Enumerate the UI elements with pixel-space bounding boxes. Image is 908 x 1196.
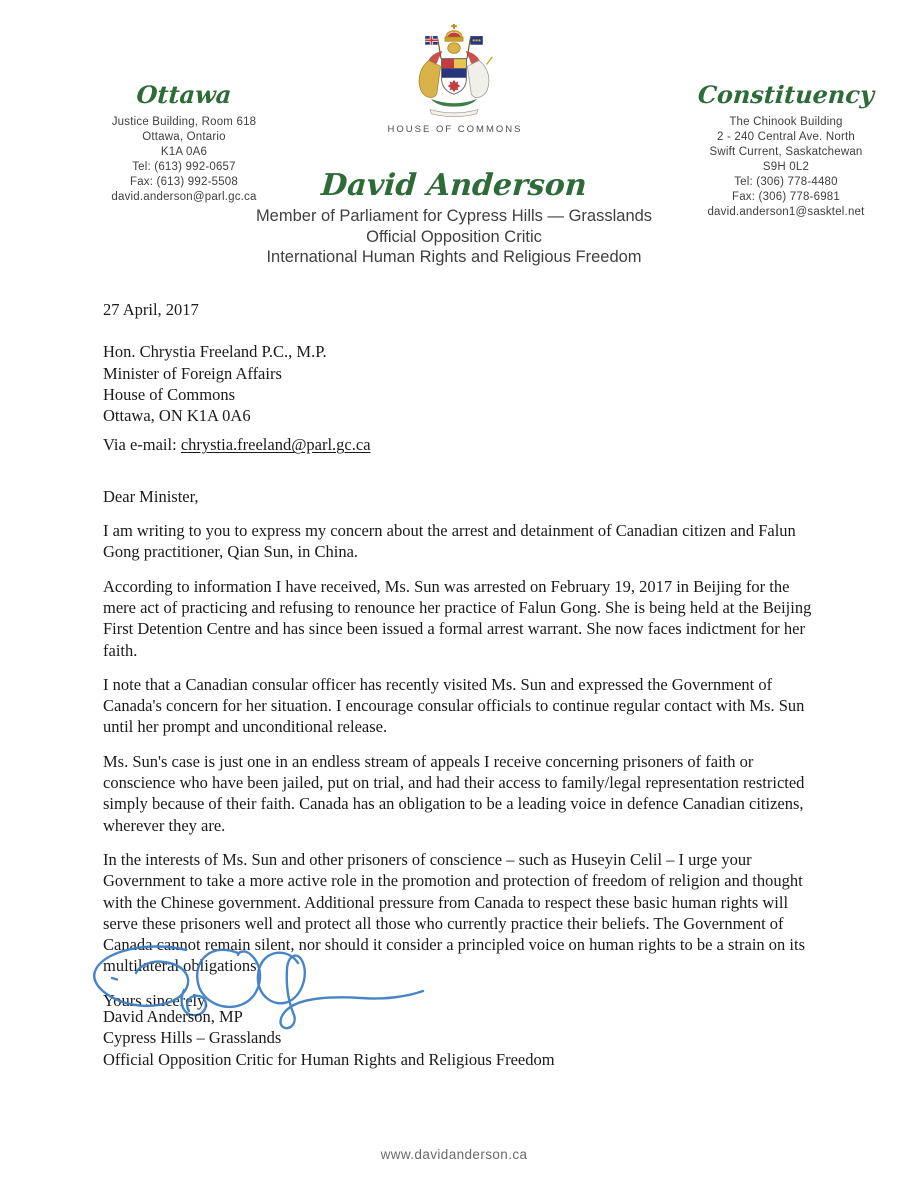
- constituency-postal-code: S9H 0L2: [762, 161, 810, 173]
- ottawa-address-line: Justice Building, Room 618: [111, 116, 257, 128]
- footer-website-url: www.davidanderson.ca: [380, 1147, 528, 1162]
- ottawa-address-line: Ottawa, Ontario: [142, 131, 226, 143]
- mp-title-block: [0, 206, 908, 268]
- body-paragraph: I am writing to you to express my concern about the arrest and detainment of Canadian citizen and Falun Gong practitioner, Qian Sun, in China.: [103, 521, 796, 562]
- via-email-line: [103, 434, 817, 455]
- recipient-email-address: chrystia.freeland@parl.gc.ca: [180, 435, 371, 455]
- body-paragraph: I note that a Canadian consular officer has recently visited Ms. Sun and expressed the Government of Canada's concern for her situation. I encourage consular officials to continue regular contact with Ms. Sun until her prompt and unconditional release.: [103, 674, 805, 737]
- signer-name: David Anderson, MP: [103, 1007, 243, 1026]
- via-email-label: Via e-mail:: [103, 435, 181, 455]
- signer-title: Official Opposition Critic for Human Rights and Religious Freedom: [103, 1049, 555, 1069]
- letter-body: [103, 299, 817, 1011]
- ottawa-fax: Fax: (613) 992-5508: [129, 176, 238, 188]
- recipient-line: Ottawa, ON K1A 0A6: [103, 406, 251, 426]
- constituency-fax: Fax: (306) 778-6981: [731, 191, 840, 203]
- constituency-email: david.anderson1@sasktel.net: [707, 206, 865, 218]
- ottawa-email: david.anderson@parl.gc.ca: [111, 191, 257, 203]
- signer-riding: Cypress Hills – Grasslands: [103, 1028, 282, 1048]
- recipient-line: House of Commons: [103, 384, 235, 404]
- crest-caption: HOUSE OF COMMONS: [387, 124, 523, 135]
- body-paragraph: Ms. Sun's case is just one in an endless stream of appeals I receive concerning prisoners of faith or conscience who have been jailed, put on trial, and had their access to family/legal representation restricted simply because of their faith. Canada has an obligation to be a leading voice in defence Canadian citizens, wherever they are.: [103, 751, 805, 835]
- constituency-office-title: Constituency: [696, 80, 876, 109]
- salutation: Dear Minister,: [103, 486, 199, 506]
- constituency-address-line: The Chinook Building: [729, 116, 843, 128]
- recipient-line: Minister of Foreign Affairs: [103, 363, 282, 383]
- recipient-address-block: [103, 341, 817, 426]
- body-paragraph: According to information I have received, Ms. Sun was arrested on February 19, 2017 in Beijing for the mere act of practicing and refusing to renounce her practice of Falun Gong. She is being held at the Beijing First Detention Centre and has since been issued a formal arrest warrant. She now faces indictment for her faith.: [103, 576, 812, 660]
- recipient-line: Hon. Chrystia Freeland P.C., M.P.: [103, 342, 327, 362]
- constituency-phone: Tel: (306) 778-4480: [734, 176, 838, 188]
- signature-block: [103, 1006, 817, 1070]
- closing-line: Yours sincerely,: [103, 990, 209, 1010]
- letter-date: 27 April, 2017: [103, 300, 199, 319]
- ottawa-phone: Tel: (613) 992-0657: [132, 161, 236, 173]
- mp-title-line: Official Opposition Critic: [366, 227, 542, 246]
- mp-title-line: Member of Parliament for Cypress Hills — Grasslands: [255, 207, 653, 225]
- ottawa-office-title: Ottawa: [135, 80, 233, 109]
- constituency-address-line: 2 - 240 Central Ave. North: [717, 131, 855, 143]
- mp-name-script: David Anderson: [320, 168, 588, 203]
- ottawa-postal-code: K1A 0A6: [160, 146, 208, 158]
- mp-title-line: International Human Rights and Religious Freedom: [266, 248, 642, 266]
- house-of-commons-crest-icon: [406, 24, 502, 122]
- body-paragraph: In the interests of Ms. Sun and other prisoners of conscience – such as Huseyin Celil – I urge your Government to take a more active role in the promotion and protection of freedom of religion and thought with the Chinese government. Additional pressure from Canada to respect these basic human rights will serve these prisoners well and protect all those who currently practice their beliefs. The Government of Canada cannot remain silent, nor should it consider a principled voice on human rights to be a strain on its multilateral obligations.: [103, 849, 805, 976]
- constituency-address-line: Swift Current, Saskatchewan: [709, 146, 863, 158]
